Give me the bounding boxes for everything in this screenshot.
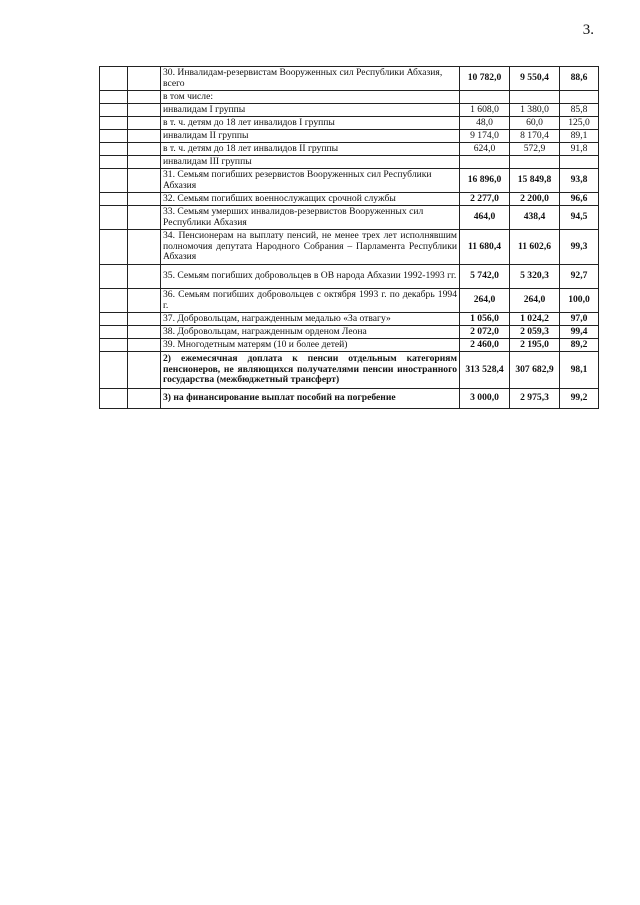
table-row bbox=[100, 117, 599, 130]
plan-value: 3 000,0 bbox=[460, 389, 510, 409]
page-number: 3. bbox=[582, 22, 594, 38]
row-label: 37. Добровольцам, награжденным медалью «За отвагу» bbox=[161, 313, 460, 326]
row-label: 33. Семьям умерших инвалидов-резервистов Вооруженных сил Республики Абхазия bbox=[161, 206, 460, 230]
row-label: 30. Инвалидам-резервистам Вооруженных сил Республики Абхазия, всего bbox=[161, 67, 460, 91]
percent-value: 89,2 bbox=[560, 339, 599, 352]
actual-value: 8 170,4 bbox=[510, 130, 560, 143]
percent-value: 88,6 bbox=[560, 67, 599, 91]
table-row bbox=[100, 230, 599, 265]
percent-value: 98,1 bbox=[560, 352, 599, 389]
actual-value: 1 024,2 bbox=[510, 313, 560, 326]
table-row bbox=[100, 193, 599, 206]
plan-value: 624,0 bbox=[460, 143, 510, 156]
empty-cell bbox=[100, 169, 128, 193]
plan-value: 10 782,0 bbox=[460, 67, 510, 91]
empty-cell bbox=[100, 104, 128, 117]
empty-cell bbox=[100, 230, 128, 265]
empty-cell bbox=[100, 67, 128, 91]
empty-cell bbox=[128, 289, 161, 313]
row-label: 34. Пенсионерам на выплату пенсий, не менее трех лет исполнявшим полномочия депутата Народного Собрания – Парламента Республики Абхазия bbox=[161, 230, 460, 265]
table-row bbox=[100, 352, 599, 389]
actual-value: 2 059,3 bbox=[510, 326, 560, 339]
plan-value: 5 742,0 bbox=[460, 265, 510, 289]
actual-value: 2 200,0 bbox=[510, 193, 560, 206]
row-label: 38. Добровольцам, награжденным орденом Леона bbox=[161, 326, 460, 339]
actual-value bbox=[510, 156, 560, 169]
empty-cell bbox=[128, 352, 161, 389]
empty-cell bbox=[128, 206, 161, 230]
percent-value: 85,8 bbox=[560, 104, 599, 117]
percent-value bbox=[560, 156, 599, 169]
percent-value: 99,2 bbox=[560, 389, 599, 409]
percent-value: 97,0 bbox=[560, 313, 599, 326]
empty-cell bbox=[100, 289, 128, 313]
actual-value bbox=[510, 91, 560, 104]
empty-cell bbox=[100, 339, 128, 352]
percent-value: 92,7 bbox=[560, 265, 599, 289]
empty-cell bbox=[100, 352, 128, 389]
row-label: 2) ежемесячная доплата к пенсии отдельным категориям пенсионеров, не являющихся получателями пенсии иностранного государства (межбюджетный трансферт) bbox=[161, 352, 460, 389]
empty-cell bbox=[100, 91, 128, 104]
table-row bbox=[100, 313, 599, 326]
row-label: 32. Семьям погибших военнослужащих срочной службы bbox=[161, 193, 460, 206]
empty-cell bbox=[100, 193, 128, 206]
empty-cell bbox=[128, 326, 161, 339]
percent-value bbox=[560, 91, 599, 104]
percent-value: 99,3 bbox=[560, 230, 599, 265]
empty-cell bbox=[128, 91, 161, 104]
row-label: в т. ч. детям до 18 лет инвалидов I группы bbox=[161, 117, 460, 130]
empty-cell bbox=[100, 156, 128, 169]
empty-cell bbox=[128, 143, 161, 156]
row-label: инвалидам I группы bbox=[161, 104, 460, 117]
budget-table bbox=[99, 66, 599, 409]
percent-value: 94,5 bbox=[560, 206, 599, 230]
empty-cell bbox=[128, 67, 161, 91]
plan-value: 11 680,4 bbox=[460, 230, 510, 265]
actual-value: 60,0 bbox=[510, 117, 560, 130]
empty-cell bbox=[100, 313, 128, 326]
plan-value bbox=[460, 156, 510, 169]
percent-value: 93,8 bbox=[560, 169, 599, 193]
table-row bbox=[100, 326, 599, 339]
plan-value: 1 056,0 bbox=[460, 313, 510, 326]
actual-value: 2 195,0 bbox=[510, 339, 560, 352]
plan-value: 9 174,0 bbox=[460, 130, 510, 143]
empty-cell bbox=[128, 265, 161, 289]
table-row bbox=[100, 206, 599, 230]
plan-value: 2 277,0 bbox=[460, 193, 510, 206]
empty-cell bbox=[100, 130, 128, 143]
row-label: инвалидам II группы bbox=[161, 130, 460, 143]
empty-cell bbox=[128, 117, 161, 130]
table-row bbox=[100, 339, 599, 352]
actual-value: 11 602,6 bbox=[510, 230, 560, 265]
empty-cell bbox=[128, 313, 161, 326]
plan-value: 48,0 bbox=[460, 117, 510, 130]
table-row bbox=[100, 389, 599, 409]
row-label: 36. Семьям погибших добровольцев с октября 1993 г. по декабрь 1994 г. bbox=[161, 289, 460, 313]
row-label: 31. Семьям погибших резервистов Вооруженных сил Республики Абхазия bbox=[161, 169, 460, 193]
plan-value: 2 072,0 bbox=[460, 326, 510, 339]
actual-value: 15 849,8 bbox=[510, 169, 560, 193]
row-label: в т. ч. детям до 18 лет инвалидов II группы bbox=[161, 143, 460, 156]
plan-value: 464,0 bbox=[460, 206, 510, 230]
percent-value: 125,0 bbox=[560, 117, 599, 130]
empty-cell bbox=[100, 326, 128, 339]
actual-value: 2 975,3 bbox=[510, 389, 560, 409]
table-row bbox=[100, 130, 599, 143]
plan-value: 1 608,0 bbox=[460, 104, 510, 117]
empty-cell bbox=[128, 389, 161, 409]
empty-cell bbox=[128, 104, 161, 117]
table-row bbox=[100, 67, 599, 91]
percent-value: 100,0 bbox=[560, 289, 599, 313]
percent-value: 96,6 bbox=[560, 193, 599, 206]
row-label: 39. Многодетным матерям (10 и более детей) bbox=[161, 339, 460, 352]
percent-value: 99,4 bbox=[560, 326, 599, 339]
row-label: инвалидам III группы bbox=[161, 156, 460, 169]
table-row bbox=[100, 265, 599, 289]
actual-value: 5 320,3 bbox=[510, 265, 560, 289]
plan-value: 264,0 bbox=[460, 289, 510, 313]
actual-value: 9 550,4 bbox=[510, 67, 560, 91]
table-row bbox=[100, 104, 599, 117]
plan-value: 313 528,4 bbox=[460, 352, 510, 389]
percent-value: 91,8 bbox=[560, 143, 599, 156]
table-row bbox=[100, 91, 599, 104]
row-label: 35. Семьям погибших добровольцев в ОВ народа Абхазии 1992-1993 гг. bbox=[161, 265, 460, 289]
empty-cell bbox=[128, 130, 161, 143]
actual-value: 438,4 bbox=[510, 206, 560, 230]
actual-value: 307 682,9 bbox=[510, 352, 560, 389]
empty-cell bbox=[128, 156, 161, 169]
table-row bbox=[100, 289, 599, 313]
row-label: 3) на финансирование выплат пособий на погребение bbox=[161, 389, 460, 409]
plan-value bbox=[460, 91, 510, 104]
row-label: в том числе: bbox=[161, 91, 460, 104]
empty-cell bbox=[100, 206, 128, 230]
actual-value: 572,9 bbox=[510, 143, 560, 156]
table-row bbox=[100, 143, 599, 156]
empty-cell bbox=[100, 389, 128, 409]
actual-value: 264,0 bbox=[510, 289, 560, 313]
percent-value: 89,1 bbox=[560, 130, 599, 143]
table-row bbox=[100, 169, 599, 193]
empty-cell bbox=[128, 339, 161, 352]
actual-value: 1 380,0 bbox=[510, 104, 560, 117]
plan-value: 16 896,0 bbox=[460, 169, 510, 193]
plan-value: 2 460,0 bbox=[460, 339, 510, 352]
empty-cell bbox=[100, 117, 128, 130]
empty-cell bbox=[128, 193, 161, 206]
empty-cell bbox=[100, 265, 128, 289]
empty-cell bbox=[128, 169, 161, 193]
empty-cell bbox=[128, 230, 161, 265]
table-row bbox=[100, 156, 599, 169]
empty-cell bbox=[100, 143, 128, 156]
